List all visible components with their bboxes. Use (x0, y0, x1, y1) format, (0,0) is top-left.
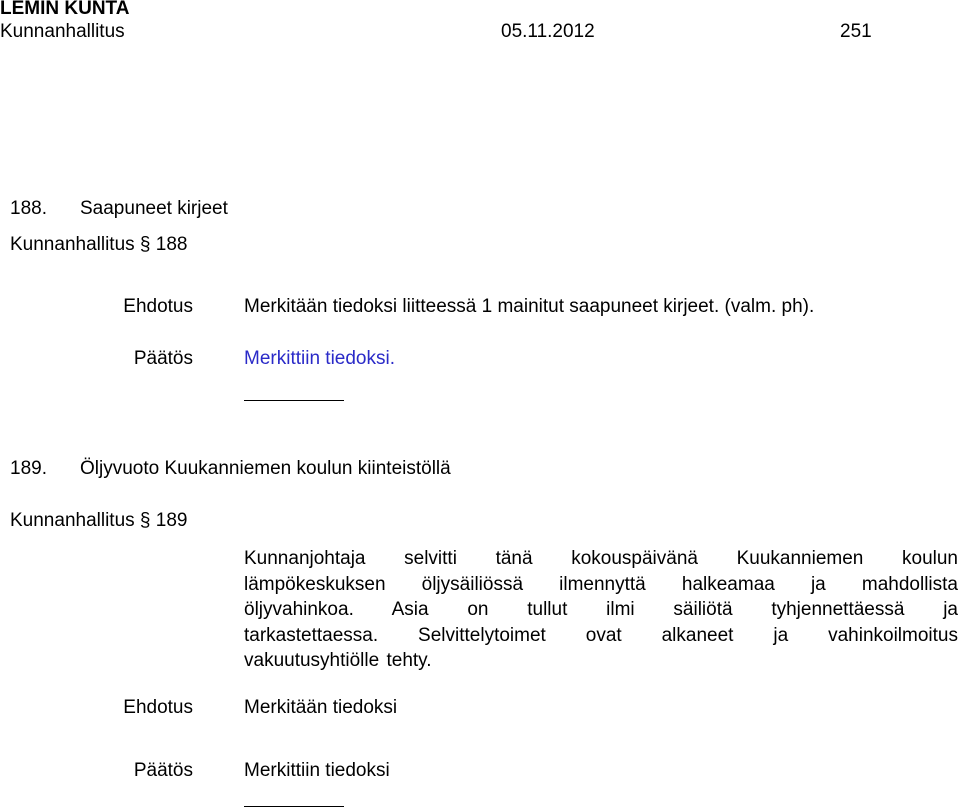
section-reference: Kunnanhallitus § 188 (10, 234, 188, 255)
ehdotus-text: Merkitään tiedoksi (244, 697, 398, 718)
section-title: Saapuneet kirjeet (80, 198, 228, 219)
paatos-label: Päätös (133, 348, 193, 369)
section-title: Öljyvuoto Kuukanniemen koulun kiinteistöllä (80, 458, 451, 479)
section-number: 188. (10, 198, 47, 219)
section-number: 189. (10, 458, 47, 479)
section-divider (244, 806, 344, 807)
description-line: vakuutusyhtiölle tehty. (244, 650, 432, 671)
section-description (244, 546, 958, 674)
ehdotus-label: Ehdotus (123, 296, 193, 317)
header-body: Kunnanhallitus (0, 21, 125, 42)
ehdotus-label: Ehdotus (123, 697, 193, 718)
paatos-label: Päätös (133, 760, 193, 781)
ehdotus-text: Merkitään tiedoksi liitteessä 1 mainitut saapuneet kirjeet. (valm. ph). (244, 296, 815, 317)
header-date: 05.11.2012 (501, 21, 595, 42)
description-line: öljyvahinkoa. Asia on tullut ilmi säiliötä tyhjennettäessä ja (244, 599, 958, 620)
description-line: lämpökeskuksen öljysäiliössä ilmennyttä halkeamaa ja mahdollista (244, 573, 958, 595)
page-number: 251 (840, 21, 872, 42)
description-line: Kunnanjohtaja selvitti tänä kokouspäivänä Kuukanniemen koulun (244, 548, 958, 569)
organization-name: LEMIN KUNTA (0, 0, 130, 19)
paatos-text: Merkittiin tiedoksi. (244, 348, 395, 369)
section-divider (244, 400, 344, 401)
paatos-text: Merkittiin tiedoksi (244, 760, 390, 781)
section-reference: Kunnanhallitus § 189 (10, 510, 188, 531)
description-line: tarkastettaessa. Selvittelytoimet ovat alkaneet ja vahinkoilmoitus (244, 624, 958, 646)
